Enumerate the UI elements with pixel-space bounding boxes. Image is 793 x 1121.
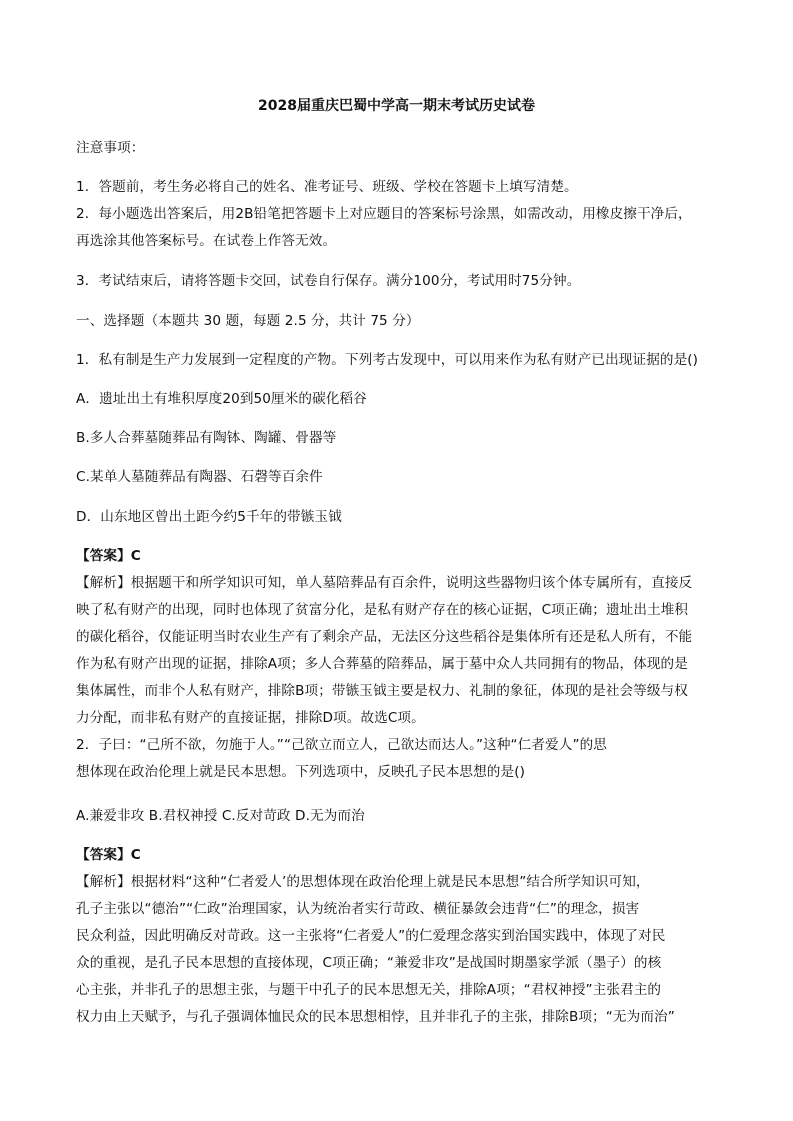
q1-option-d: D．山东地区曾出土距今约5千年的带镞玉钺 [76,509,342,525]
q2-stem-line: 想体现在政治伦理上就是民本思想。下列选项中，反映孔子民本思想的是() [76,764,526,780]
q1-option-c: C.某单人墓随葬品有陶器、石磬等百余件 [76,469,323,485]
q1-analysis-line: 的碳化稻谷，仅能证明当时农业生产有了剩余产品，无法区分这些稻谷是集体所有还是私人所有，不能 [76,629,693,645]
q2-analysis-line: 心主张，并非孔子的思想主张，与题干中孔子的民本思想无关，排除A项；“君权神授”主张君主的 [76,982,662,998]
q1-analysis-line: 映了私有财产的出现，同时也体现了贫富分化，是私有财产存在的核心证据，C项正确；遗址出土堆积 [76,602,689,618]
q1-option-a: A．遗址出土有堆积厚度20到50厘米的碳化稻谷 [76,391,367,407]
notice-item-3: 3．考试结束后，请将答题卡交回，试卷自行保存。满分100分，考试用时75分钟。 [76,273,581,289]
q1-analysis-line: 集体属性，而非个人私有财产，排除B项；带镞玉钺主要是权力、礼制的象征，体现的是社会等级与权 [76,683,688,699]
q2-stem-line: 2．子曰：“己所不欲，勿施于人。”“己欲立而立人，己欲达而达人。”这种“仁者爱人”的思 [76,737,607,753]
q1-analysis-line: 【解析】根据题干和所学知识可知，单人墓陪葬品有百余件，说明这些器物归该个体专属所有，直接反 [76,575,693,591]
q1-stem: 1．私有制是生产力发展到一定程度的产物。下列考古发现中，可以用来作为私有财产已出现证据的是() [76,352,699,368]
q2-analysis-line: 孔子主张以“德治”“仁政”治理国家，认为统治者实行苛政、横征暴敛会违背“仁”的理念，损害 [76,901,640,917]
q2-answer: 【答案】C [76,847,141,863]
q1-answer: 【答案】C [76,548,141,564]
q2-analysis-line: 权力由上天赋予，与孔子强调体恤民众的民本思想相悖，且并非孔子的主张，排除B项；“无为而治” [76,1009,675,1025]
notice-item-1: 1．答题前，考生务必将自己的姓名、准考证号、班级、学校在答题卡上填写清楚。 [76,179,578,195]
q1-analysis-line: 力分配，而非私有财产的直接证据，排除D项。故选C项。 [76,710,425,726]
q2-options: A.兼爱非攻 B.君权神授 C.反对苛政 D.无为而治 [76,808,365,824]
q1-option-b: B.多人合葬墓随葬品有陶钵、陶罐、骨器等 [76,430,337,446]
notice-item-2: 2．每小题选出答案后，用2B铅笔把答题卡上对应题目的答案标号涂黑，如需改动，用橡皮擦干净后， [76,206,692,222]
q2-analysis-line: 【解析】根据材料“这种“仁者爱人’的思想体现在政治伦理上就是民本思想”结合所学知识可知， [76,874,650,890]
q2-analysis-line: 民众利益，因此明确反对苛政。这一主张将“仁者爱人”的仁爱理念落实到治国实践中，体现了对民 [76,928,666,944]
q1-analysis-line: 作为私有财产出现的证据，排除A项；多人合葬墓的陪葬品，属于墓中众人共同拥有的物品，体现的是 [76,656,688,672]
exam-title: 2028届重庆巴蜀中学高一期末考试历史试卷 [258,98,535,114]
notice-heading: 注意事项： [76,140,145,156]
notice-item-2-cont: 再选涂其他答案标号。在试卷上作答无效。 [76,233,337,249]
section-heading: 一、选择题（本题共 30 题，每题 2.5 分，共计 75 分） [76,313,420,329]
q2-analysis-line: 众的重视，是孔子民本思想的直接体现，C项正确；“兼爱非攻”是战国时期墨家学派（墨子）的核 [76,955,662,971]
